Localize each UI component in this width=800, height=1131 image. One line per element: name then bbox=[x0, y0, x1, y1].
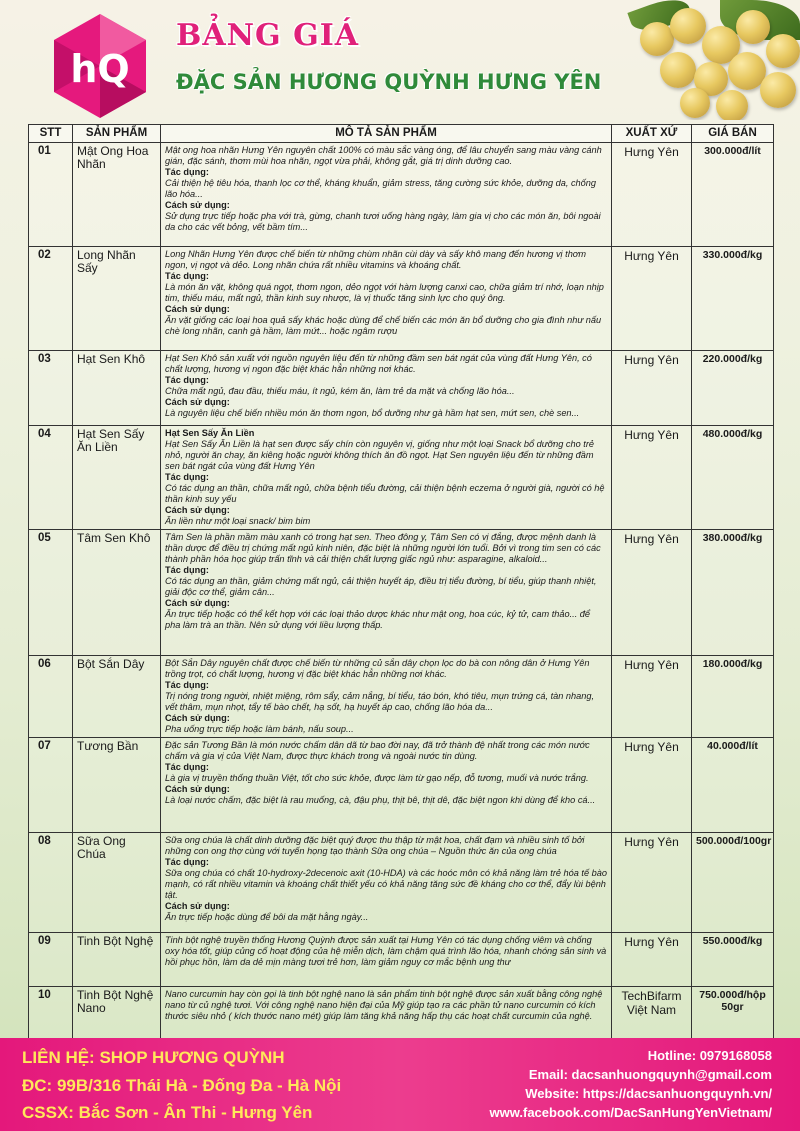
row-product-name: Hạt Sen Sấy Ăn Liền bbox=[73, 426, 161, 530]
row-description bbox=[161, 247, 612, 351]
row-origin: Hưng Yên bbox=[612, 833, 692, 933]
table-row bbox=[29, 351, 774, 426]
description-text: Ăn liền như một loại snack/ bim bim bbox=[165, 516, 311, 526]
description-heading: Cách sử dụng: bbox=[165, 200, 230, 210]
description-text: Ăn trực tiếp hoặc có thể kết hợp với các loại thảo dược khác như mật ong, hoa cúc, kỷ tử, cam thảo... để pha làm trà an thần. Nên sử dụng với liều lượng thấp. bbox=[165, 609, 591, 630]
logo-text: hQ bbox=[70, 47, 130, 91]
description-text: Hạt Sen Khô sản xuất với nguồn nguyên liệu đến từ những đầm sen bát ngát của vùng đất Hưng Yên, có chất lượng, hương vị ngon đặc biệt khác hẳn những nơi khác. bbox=[165, 353, 592, 374]
header bbox=[0, 0, 800, 120]
row-price: 330.000đ/kg bbox=[692, 247, 774, 351]
footer-email: Email: dacsanhuongquynh@gmail.com bbox=[528, 1067, 772, 1082]
row-stt: 03 bbox=[29, 351, 73, 426]
column-header-product: SẢN PHẨM bbox=[73, 125, 161, 143]
description-heading: Hạt Sen Sấy Ăn Liền bbox=[165, 428, 255, 438]
description-text: Sữa ong chúa có chất 10-hydroxy-2decenoic axit (10-HDA) và các hoóc môn có khả năng làm trẻ hóa tế bào mạnh, có rất nhiều vitamin và khoáng chất thiết yếu có khả năng tăng sức đề kháng cho cơ thể, đẩy lùi bệnh tật. bbox=[165, 868, 607, 900]
row-origin: Hưng Yên bbox=[612, 247, 692, 351]
description-heading: Tác dụng: bbox=[165, 167, 209, 177]
row-price: 480.000đ/kg bbox=[692, 426, 774, 530]
row-description bbox=[161, 530, 612, 656]
row-product-name: Bột Sắn Dây bbox=[73, 656, 161, 738]
footer-address: ĐC: 99B/316 Thái Hà - Đống Đa - Hà Nội bbox=[22, 1076, 342, 1095]
row-description bbox=[161, 933, 612, 987]
description-text: Sử dụng trực tiếp hoặc pha với trà, gừng, chanh tươi uống hàng ngày, làm gia vị cho các món ăn, bôi ngoài da cho các vết bỏng, vết bầm tím... bbox=[165, 211, 601, 232]
table-row bbox=[29, 247, 774, 351]
description-heading: Cách sử dụng: bbox=[165, 505, 230, 515]
description-heading: Tác dụng: bbox=[165, 680, 209, 690]
row-origin: Hưng Yên bbox=[612, 530, 692, 656]
row-stt: 07 bbox=[29, 738, 73, 833]
row-description bbox=[161, 351, 612, 426]
row-stt: 02 bbox=[29, 247, 73, 351]
description-text: Nano curcumin hay còn gọi là tinh bột nghệ nano là sản phẩm tinh bột nghệ được sản xuất bằng công nghệ nano từ củ nghệ tươi. Với công nghệ nano hiện đại của Mỹ giúp tạo ra các phần tử nano curcumin có kích thước siêu nhỏ ( kích thước nano mét) giúp làm tăng khả năng hấp thụ các hoạt chất curcumin của nghệ. bbox=[165, 989, 603, 1021]
description-heading: Cách sử dụng: bbox=[165, 397, 230, 407]
row-description bbox=[161, 143, 612, 247]
description-text: Sữa ong chúa là chất dinh dưỡng đặc biệt quý được thu thập từ mật hoa, chất đạm và nhiều sinh tố bởi những con ong thợ cùng với tuyến họng tạo thành Sữa ong chúa – Nguồn thức ăn của ong chúa bbox=[165, 835, 585, 856]
footer-facebook[interactable]: www.facebook.com/DacSanHungYenVietnam/ bbox=[489, 1105, 772, 1120]
column-header-description: MÔ TẢ SẢN PHẨM bbox=[161, 125, 612, 143]
description-text: Tinh bột nghệ truyền thống Hương Quỳnh được sản xuất tại Hưng Yên có tác dụng chống viêm và chống oxy hóa tốt, giúp củng cố hoạt động của hệ miễn dịch, làm chậm quá trình lão hóa, nhanh chóng sản sinh và hồi phục hồn, làm da dẻ mịn màng tươi trẻ hơn, làm giảm nguy cơ mắc bệnh ung thư bbox=[165, 935, 607, 967]
row-origin: Hưng Yên bbox=[612, 143, 692, 247]
row-stt: 01 bbox=[29, 143, 73, 247]
description-heading: Cách sử dụng: bbox=[165, 901, 230, 911]
row-product-name: Tương Bần bbox=[73, 738, 161, 833]
footer-factory: CSSX: Bắc Sơn - Ân Thi - Hưng Yên bbox=[22, 1103, 313, 1122]
table-row bbox=[29, 833, 774, 933]
description-text: Tâm Sen là phần mầm màu xanh có trong hạt sen. Theo đông y, Tâm Sen có vị đắng, được mệnh danh là thần dược để điều trị chứng mất ngủ kinh niên, đặc biệt là những người lớn tuổi. Bởi vì trong tim sen có các thành phần hóa học giúp trấn tĩnh và cải thiện chất lượng giấc ngủ như: asparagine, alkaloid... bbox=[165, 532, 601, 564]
description-text: Là loại nước chấm, đặc biệt là rau muống, cà, đậu phụ, thịt bê, thịt dê, đặc biệt ngon khi dùng để kho cá... bbox=[165, 795, 596, 805]
description-heading: Tác dụng: bbox=[165, 375, 209, 385]
footer-website[interactable]: Website: https://dacsanhuongquynh.vn/ bbox=[525, 1086, 772, 1101]
row-price: 380.000đ/kg bbox=[692, 530, 774, 656]
row-price: 220.000đ/kg bbox=[692, 351, 774, 426]
row-stt: 10 bbox=[29, 987, 73, 1045]
price-table bbox=[28, 124, 773, 1045]
row-price: 180.000đ/kg bbox=[692, 656, 774, 738]
row-product-name: Hạt Sen Khô bbox=[73, 351, 161, 426]
row-price: 500.000đ/100gr bbox=[692, 833, 774, 933]
table-row bbox=[29, 656, 774, 738]
column-header-price: GIÁ BÁN bbox=[692, 125, 774, 143]
row-description bbox=[161, 426, 612, 530]
description-heading: Tác dụng: bbox=[165, 271, 209, 281]
footer bbox=[0, 1038, 800, 1131]
row-price: 40.000đ/lít bbox=[692, 738, 774, 833]
row-stt: 08 bbox=[29, 833, 73, 933]
row-description bbox=[161, 738, 612, 833]
table-header-row bbox=[29, 125, 774, 143]
table-row bbox=[29, 426, 774, 530]
description-text: Trị nóng trong người, nhiệt miệng, rôm sẩy, cảm nắng, bí tiểu, táo bón, khó tiêu, mụn trứng cá, tàn nhang, vết thâm, mụn nhọt, tẩy tế bào chết, hạ sốt, hạ huyết áp cao, chống lão hóa da... bbox=[165, 691, 595, 712]
row-origin: TechBifarm Việt Nam bbox=[612, 987, 692, 1045]
row-origin: Hưng Yên bbox=[612, 656, 692, 738]
row-stt: 04 bbox=[29, 426, 73, 530]
hq-logo bbox=[46, 12, 154, 120]
table-row bbox=[29, 143, 774, 247]
description-heading: Cách sử dụng: bbox=[165, 598, 230, 608]
row-product-name: Mật Ong Hoa Nhãn bbox=[73, 143, 161, 247]
row-price: 750.000đ/hộp 50gr bbox=[692, 987, 774, 1045]
row-description bbox=[161, 833, 612, 933]
table-row bbox=[29, 933, 774, 987]
description-heading: Tác dụng: bbox=[165, 857, 209, 867]
description-text: Chữa mất ngủ, đau đầu, thiếu máu, ít ngủ, kém ăn, làm trẻ da mặt và chống lão hóa... bbox=[165, 386, 515, 396]
description-text: Là món ăn vặt, không quá ngọt, thơm ngon, dẻo ngọt với hàm lượng canxi cao, chữa giảm trí nhớ, loạn nhịp tim, thiếu máu, mất ngủ, thần kinh suy nhược, là vị thuốc tăng sinh lực cho quý ông. bbox=[165, 282, 604, 303]
column-header-origin: XUẤT XỨ bbox=[612, 125, 692, 143]
row-origin: Hưng Yên bbox=[612, 933, 692, 987]
description-text: Có tác dụng an thần, chữa mất ngủ, chữa bệnh tiểu đường, cải thiện bệnh eczema ở người già, người có hệ thần kinh suy yếu bbox=[165, 483, 605, 504]
description-text: Là nguyên liệu chế biến nhiều món ăn thơm ngon, bổ dưỡng như gà hầm hạt sen, mứt sen, chè sen... bbox=[165, 408, 580, 418]
row-origin: Hưng Yên bbox=[612, 738, 692, 833]
footer-contact: LIÊN HỆ: SHOP HƯƠNG QUỲNH bbox=[22, 1048, 285, 1067]
row-product-name: Sữa Ong Chúa bbox=[73, 833, 161, 933]
footer-hotline: Hotline: 0979168058 bbox=[647, 1048, 772, 1063]
description-heading: Cách sử dụng: bbox=[165, 713, 230, 723]
page-subtitle: ĐẶC SẢN HƯƠNG QUỲNH HƯNG YÊN bbox=[176, 70, 602, 94]
table-row bbox=[29, 738, 774, 833]
column-header-stt: STT bbox=[29, 125, 73, 143]
row-price: 300.000đ/lít bbox=[692, 143, 774, 247]
description-heading: Tác dụng: bbox=[165, 762, 209, 772]
description-text: Có tác dụng an thần, giảm chứng mất ngủ, cải thiện huyết áp, điều trị tiểu đường, bí tiểu, giúp thanh nhiệt, giải độc cơ thể, giảm cân... bbox=[165, 576, 597, 597]
row-product-name: Tinh Bột Nghệ Nano bbox=[73, 987, 161, 1045]
row-description bbox=[161, 656, 612, 738]
description-heading: Cách sử dụng: bbox=[165, 304, 230, 314]
description-text: Pha uống trực tiếp hoặc làm bánh, nấu soup... bbox=[165, 724, 354, 734]
description-text: Ăn trực tiếp hoặc dùng để bôi da mặt hằng ngày... bbox=[165, 912, 369, 922]
page-title: BẢNG GIÁ bbox=[176, 18, 360, 53]
description-heading: Tác dụng: bbox=[165, 565, 209, 575]
description-text: Mật ong hoa nhãn Hưng Yên nguyên chất 100% có màu sắc vàng óng, để lâu chuyển sang màu vàng cánh gián, đặc sánh, thơm mùi hoa nhãn, ngọt vừa phải, không gắt, giá trị dinh dưỡng cao. bbox=[165, 145, 602, 166]
description-text: Ăn vặt giống các loại hoa quả sấy khác hoặc dùng để chế biến các món ăn bổ dưỡng cho gia đình như nấu chè long nhãn, canh gà hầm, làm mứt... hoặc ngâm rượu bbox=[165, 315, 602, 336]
table-row bbox=[29, 987, 774, 1045]
table-row bbox=[29, 530, 774, 656]
row-product-name: Tinh Bột Nghệ bbox=[73, 933, 161, 987]
description-text: Cải thiện hệ tiêu hóa, thanh lọc cơ thể, kháng khuẩn, giảm stress, tăng cường sức khỏe, dưỡng da, chống lão hóa... bbox=[165, 178, 596, 199]
row-origin: Hưng Yên bbox=[612, 426, 692, 530]
row-stt: 05 bbox=[29, 530, 73, 656]
row-description bbox=[161, 987, 612, 1045]
description-text: Long Nhãn Hưng Yên được chế biến từ những chùm nhãn cùi dày và sấy khô mang đến hương vị thơm ngon, vị ngọt và dẻo. Long nhãn chứa rất nhiều vitamins và khoáng chất. bbox=[165, 249, 587, 270]
description-text: Đặc sản Tương Bần là món nước chấm dân dã từ bao đời nay, đã trở thành đệ nhất trong các món nước chấm và gia vị của Việt Nam, được thực khách trong và ngoài nước tin dùng. bbox=[165, 740, 590, 761]
description-text: Là gia vị truyền thống thuần Việt, tốt cho sức khỏe, được làm từ gạo nếp, đỗ tương, muối và nước trắng. bbox=[165, 773, 589, 783]
row-product-name: Long Nhãn Sấy bbox=[73, 247, 161, 351]
description-text: Bột Sắn Dây nguyên chất được chế biến từ những củ sắn dây chọn lọc do bà con nông dân ở Hưng Yên trồng trọt, có chất lượng, hương vị đặc biệt khác hẳn những nơi khác. bbox=[165, 658, 590, 679]
row-stt: 09 bbox=[29, 933, 73, 987]
row-stt: 06 bbox=[29, 656, 73, 738]
row-product-name: Tâm Sen Khô bbox=[73, 530, 161, 656]
description-heading: Tác dụng: bbox=[165, 472, 209, 482]
row-origin: Hưng Yên bbox=[612, 351, 692, 426]
description-text: Hạt Sen Sấy Ăn Liền là hạt sen được sấy chín còn nguyên vị, giống như một loại Snack bổ dưỡng cho trẻ nhỏ, người ăn chay, ăn kiêng hoặc người không thích ăn đồ ngọt. Hạt Sen nguyên liệu đến từ những đầm sen bát ngát của vùng đất Hưng Yên bbox=[165, 439, 594, 471]
description-heading: Cách sử dụng: bbox=[165, 784, 230, 794]
row-price: 550.000đ/kg bbox=[692, 933, 774, 987]
